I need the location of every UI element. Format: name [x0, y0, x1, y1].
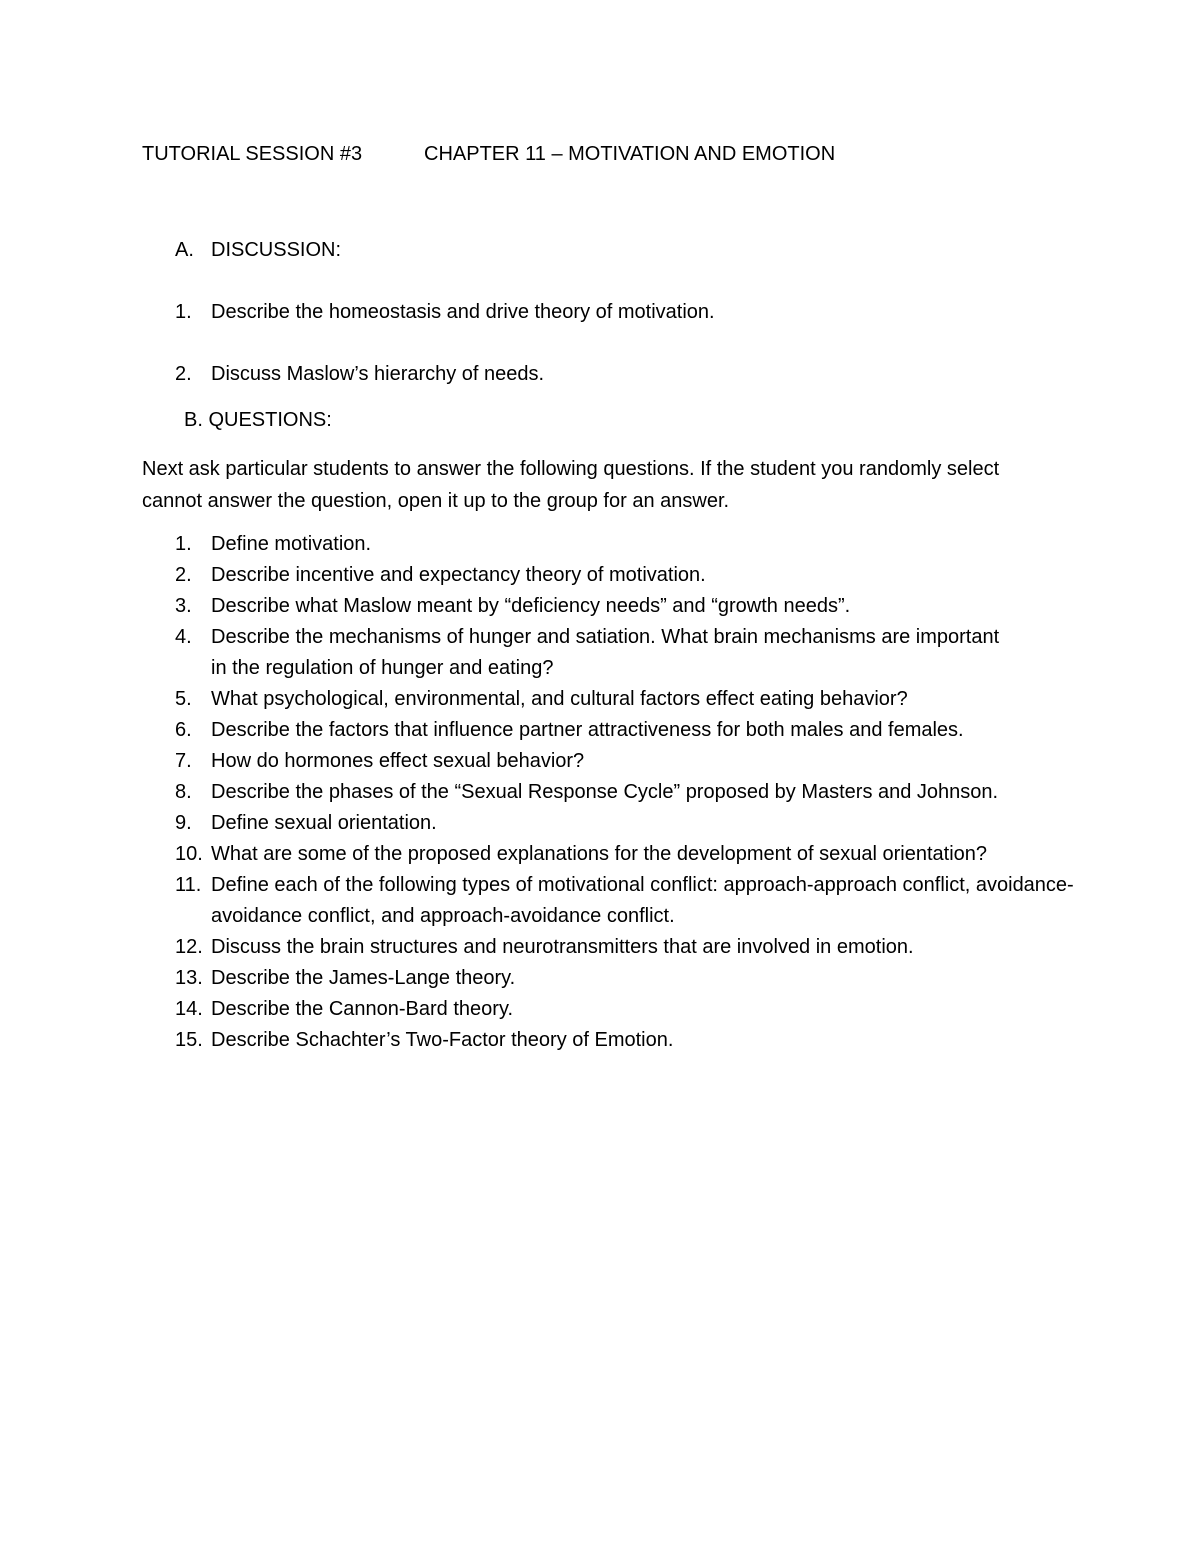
question-number: 8. — [175, 781, 192, 803]
question-number: 2. — [175, 564, 192, 586]
question-text: Describe the mechanisms of hunger and satiation. What brain mechanisms are important in the regulation of hunger and eating? — [211, 626, 1000, 679]
question-number: 6. — [175, 719, 192, 741]
question-number: 7. — [175, 750, 192, 772]
discussion-item-text: Describe the homeostasis and drive theory of motivation. — [211, 301, 715, 323]
discussion-item — [142, 359, 1070, 390]
question-number: 5. — [175, 688, 192, 710]
question-text: Describe the Cannon-Bard theory. — [211, 998, 514, 1020]
question-item — [142, 808, 1140, 839]
section-b-title: B. QUESTIONS: — [184, 409, 332, 431]
section-a-marker: A. — [175, 239, 194, 261]
question-text: Describe what Maslow meant by “deficiency needs” and “growth needs”. — [211, 595, 851, 617]
question-item — [142, 684, 1140, 715]
question-text: How do hormones effect sexual behavior? — [211, 750, 585, 772]
question-number: 10. — [175, 843, 203, 865]
discussion-item-number: 2. — [175, 363, 192, 385]
question-number: 1. — [175, 533, 192, 555]
question-text: Define sexual orientation. — [211, 812, 437, 834]
question-number: 13. — [175, 967, 203, 989]
question-text: Define each of the following types of motivational conflict: approach-approach conflict, avoidance-avoidance conflict, and approach-avoidance conflict. — [211, 874, 1074, 927]
questions-list — [142, 529, 1140, 1056]
question-item — [142, 994, 1140, 1025]
question-text: Define motivation. — [211, 533, 372, 555]
question-item — [142, 777, 1140, 808]
question-item — [142, 839, 1140, 870]
session-title: TUTORIAL SESSION #3 — [142, 143, 363, 165]
question-text: Describe the phases of the “Sexual Response Cycle” proposed by Masters and Johnson. — [211, 781, 999, 803]
question-item — [142, 1025, 1140, 1056]
discussion-item-number: 1. — [175, 301, 192, 323]
question-text: Describe incentive and expectancy theory of motivation. — [211, 564, 706, 586]
question-number: 14. — [175, 998, 203, 1020]
question-number: 11. — [175, 874, 202, 896]
question-item — [142, 870, 1111, 932]
chapter-title: CHAPTER 11 – MOTIVATION AND EMOTION — [424, 143, 836, 165]
section-b-heading — [142, 405, 1070, 436]
discussion-item — [142, 297, 1070, 328]
discussion-item-text: Discuss Maslow’s hierarchy of needs. — [211, 363, 545, 385]
question-number: 3. — [175, 595, 192, 617]
question-number: 15. — [175, 1029, 203, 1051]
question-text: Describe the James-Lange theory. — [211, 967, 516, 989]
section-a-heading — [142, 235, 1070, 266]
question-text: Describe Schachter’s Two-Factor theory of Emotion. — [211, 1029, 674, 1051]
question-text: What are some of the proposed explanations for the development of sexual orientation? — [211, 843, 988, 865]
section-a-title: DISCUSSION: — [211, 239, 342, 261]
question-item — [142, 963, 1140, 994]
question-item — [142, 746, 1140, 777]
question-item — [142, 529, 1140, 560]
question-item — [142, 715, 1140, 746]
question-item — [142, 622, 1011, 684]
question-number: 12. — [175, 936, 203, 958]
question-item — [142, 591, 1140, 622]
question-number: 4. — [175, 626, 192, 648]
question-item — [142, 932, 1140, 963]
question-number: 9. — [175, 812, 192, 834]
question-item — [142, 560, 1140, 591]
questions-intro: Next ask particular students to answer the following questions. If the student you randomly select cannot answer the question, open it up to the group for an answer. — [142, 458, 1000, 512]
question-text: Discuss the brain structures and neurotransmitters that are involved in emotion. — [211, 936, 914, 958]
question-text: What psychological, environmental, and cultural factors effect eating behavior? — [211, 688, 908, 710]
question-text: Describe the factors that influence partner attractiveness for both males and females. — [211, 719, 964, 741]
